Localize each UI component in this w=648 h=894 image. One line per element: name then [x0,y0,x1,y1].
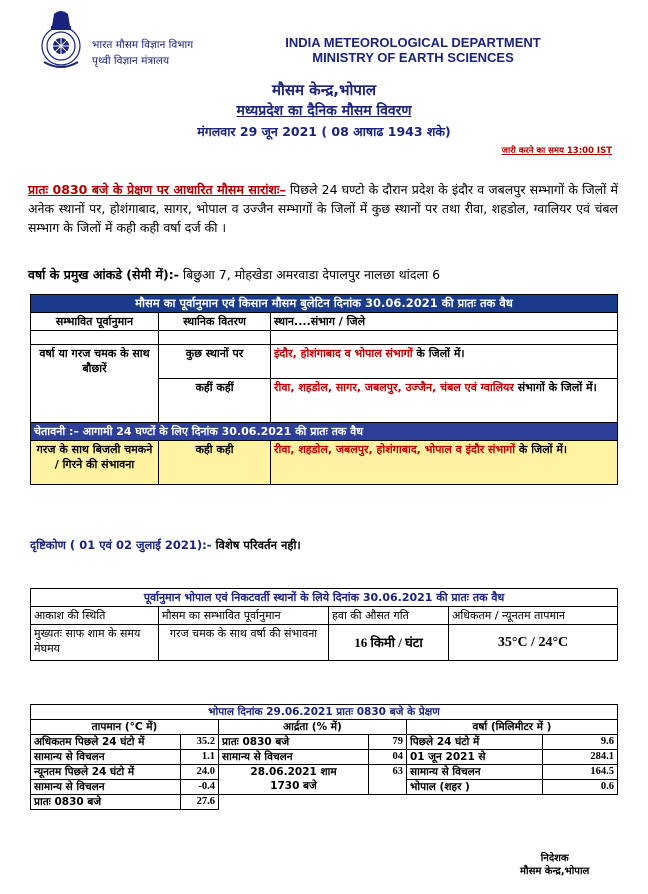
summary-text: पिछले 24 घण्टो के दौरान प्रदेश के इंदौर व जबलपुर सम्भागों के जिलों में अनेक स्थानों पर, होशंगाबाद, सागर, भोपाल व उज्जैन सम्भागों के जिलों में कुछ स्थानों पर तथा रीवा, शहडोल, ग्वालियर एवं चंबल सम्भाग के जिलों में कही कही वर्षा दर्ज की । [28,182,619,235]
bhopal-forecast-title: पूर्वानुमान भोपाल एवं निकटवर्ती स्थानों के लिये दिनांक 30.06.2021 की प्रातः तक वैध [31,589,618,607]
forecast-col3: स्थान....संभाग / जिले [271,313,618,331]
table-row [31,765,618,780]
signature-title: निदेशक [540,853,569,864]
obs-value: 35.2 [181,735,219,750]
forecast-places-1: इंदौर, होशंगाबाद व भोपाल संभागों के जिलों में। [271,345,618,379]
dept-hindi: भारत मौसम विज्ञान विभाग [92,39,194,51]
obs-value: 9.6 [543,735,618,750]
temp-header: अधिकतम / न्यूनतम तापमान [449,607,618,625]
obs-value: 164.5 [543,765,618,780]
forecast-col2: स्थानिक वितरण [159,313,271,331]
signature [520,852,589,878]
wind-header: हवा की औसत गति [329,607,449,625]
observation-table [30,704,618,810]
table-row [31,795,618,810]
forecast-dist-2: कहीं कहीं [159,379,271,423]
report-date: मंगलवार 29 जून 2021 ( 08 आषाढ 1943 शके) [197,124,451,139]
obs-label: न्यूनतम पिछले 24 घंटो में [31,765,181,780]
weather-value: गरज चमक के साथ वर्षा की संभावना [159,625,329,661]
english-dept-name [248,35,578,65]
sky-header: आकाश की स्थिति [31,607,159,625]
observation-title: भोपाल दिनांक 29.06.2021 प्रातः 0830 बजे के प्रेक्षण [31,705,618,720]
obs-value: 04 [369,750,407,765]
obs-value: 27.6 [181,795,219,810]
outlook-text: विशेष परिवर्तन नही। [211,538,301,552]
centre-name: मौसम केन्द्र,भोपाल [271,81,376,99]
obs-value: 24.0 [181,765,219,780]
forecast-event: वर्षा या गरज चमक के साथ बौछारें [31,345,159,423]
rainfall-highlights [28,266,440,283]
weather-summary [28,180,618,237]
issue-time: जारी करने का समय 13:00 IST [501,146,612,156]
rain-head: वर्षा (मिलिमीटर में ) [407,720,618,735]
humidity-head: आर्द्रता (% में) [219,720,407,735]
weather-header: मौसम का सम्भावित पूर्वानुमान [159,607,329,625]
obs-label: सामान्य से विचलन [407,765,543,780]
warning-places: रीवा, शहडोल, जबलपुर, होशंगाबाद, भोपाल व इंदौर संभागों के जिलों में। [271,441,618,485]
wind-value: 16 किमी / घंटा [329,625,449,661]
forecast-dist-1: कुछ स्थानों पर [159,345,271,379]
table-row [31,735,618,750]
obs-label: सामान्य से विचलन [219,750,369,765]
obs-value: 0.6 [543,780,618,795]
rainfall-label: वर्षा के प्रमुख आंकडे (सेमी में):- [28,267,179,282]
forecast-col1: सम्भावित पूर्वानुमान [31,313,159,331]
obs-label: अधिकतम पिछले 24 घंटो में [31,735,181,750]
temp-value: 35°C / 24°C [449,625,618,661]
obs-label: प्रातः 0830 बजे [31,795,181,810]
warning-dist: कही कही [159,441,271,485]
signature-office: मौसम केन्द्र,भोपाल [520,866,590,877]
hindi-dept-name [92,37,193,69]
ashoka-emblem-icon [36,8,86,70]
rainfall-values: बिछुआ 7, मोहखेडा अमरवाडा देपालपुर नालछा थांदला 6 [182,267,441,282]
obs-label: प्रातः 0830 बजे [219,735,369,750]
forecast-places-2: रीवा, शहडोल, सागर, जबलपुर, उज्जैन, चंबल एवं ग्वालियर संभागों के जिलों में। [271,379,618,423]
obs-label: 01 जून 2021 से [407,750,543,765]
obs-label: पिछले 24 घंटो में [407,735,543,750]
table-row [31,750,618,765]
forecast-table [30,294,618,485]
obs-label: सामान्य से विचलन [31,750,181,765]
ministry-english: MINISTRY OF EARTH SCIENCES [312,50,514,65]
obs-value: -0.4 [181,780,219,795]
report-title: मध्यप्रदेश का दैनिक मौसम विवरण [236,103,412,119]
obs-label: भोपाल (शहर ) [407,780,543,795]
obs-value: 79 [369,735,407,750]
dept-english: INDIA METEOROLOGICAL DEPARTMENT [285,35,541,50]
warning-title: चेतावनी :– आगामी 24 घण्टों के लिए दिनांक 30.06.2021 की प्रातः तक वैध [31,423,618,441]
sky-value: मुख्यतः साफ शाम के समय मेघमय [31,625,159,661]
ministry-hindi: पृथ्वी विज्ञान मंत्रालय [92,55,170,67]
obs-value: 63 [369,765,407,795]
obs-label: सामान्य से विचलन [31,780,181,795]
obs-label: 28.06.2021 शाम 1730 बजे [219,765,369,795]
warning-event: गरज के साथ बिजली चमकने / गिरने की संभावना [31,441,159,485]
outlook-label: दृष्टिकोण ( 01 एवं 02 जुलाई 2021):- [30,538,212,552]
temp-head: तापमान (°C में) [31,720,219,735]
obs-value: 284.1 [543,750,618,765]
obs-value: 1.1 [181,750,219,765]
bhopal-forecast-table [30,588,618,661]
summary-lead: प्रातः 0830 बजे के प्रेक्षण पर आधारित मौसम सारांशः– [28,182,286,197]
outlook [30,538,301,553]
forecast-title: मौसम का पूर्वानुमान एवं किसान मौसम बुलेटिन दिनांक 30.06.2021 की प्रातः तक वैध [31,295,618,313]
